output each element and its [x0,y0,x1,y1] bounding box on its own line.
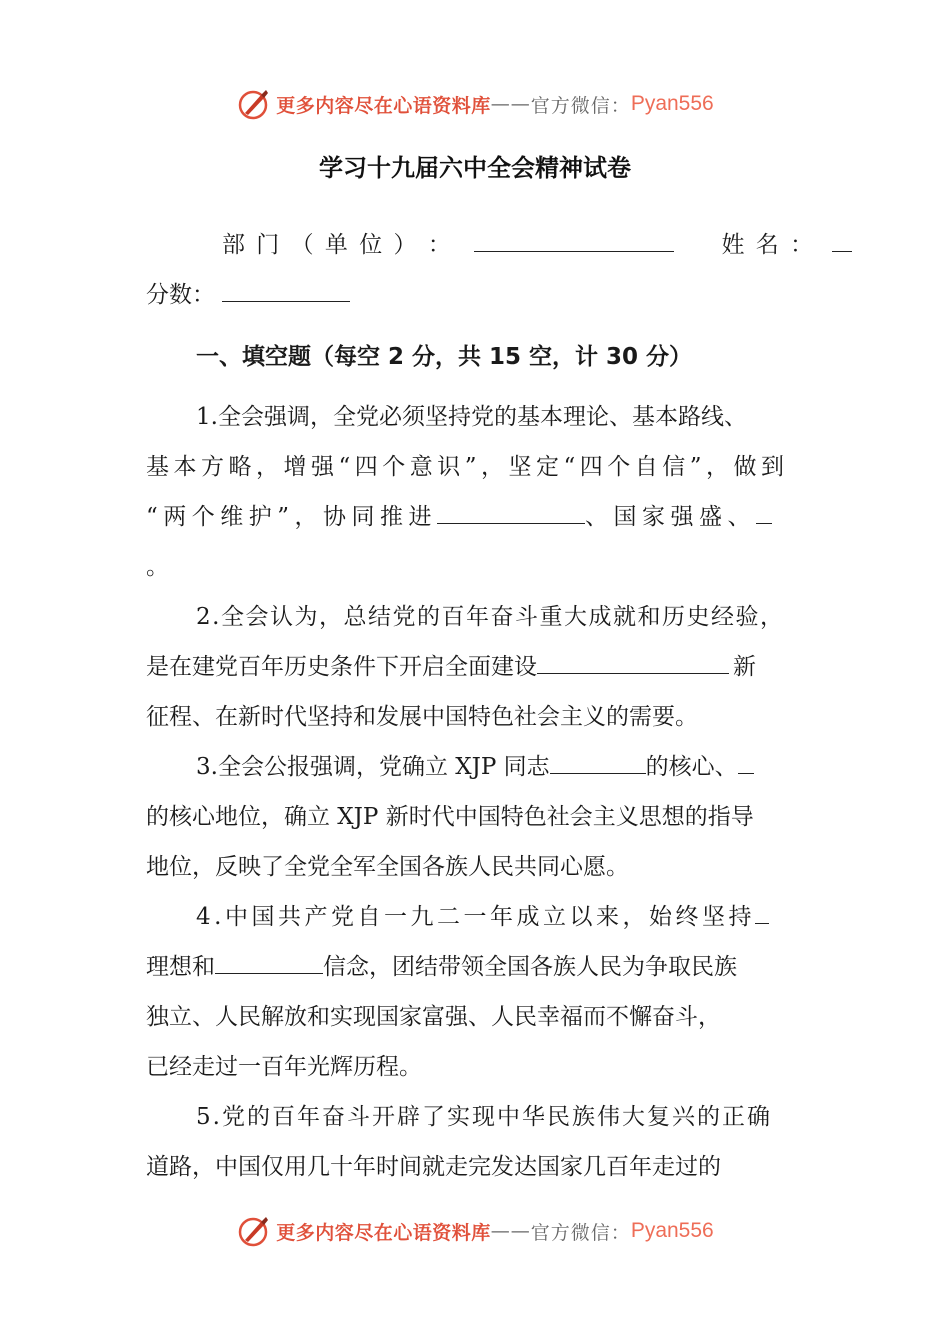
watermark-wechat-id: Pyan556 [630,1219,714,1242]
watermark-footer [0,1211,950,1251]
q3-blank-1[interactable] [550,749,646,774]
watermark-header [0,84,950,124]
q1-line-3 [146,492,816,542]
watermark-label: 官方微信： [530,94,631,117]
q1-line-1 [196,392,820,442]
q4-blank-1[interactable] [755,899,769,924]
score-blank[interactable] [222,277,350,302]
q2-blank-1[interactable] [537,649,729,674]
q5-line-1: 5.党的百年奋斗开辟了实现中华民族伟大复兴的正确 [196,1104,772,1130]
q1-text-3a: “两个维护”，协同推进 [146,504,438,530]
watermark-separator: —— [490,93,531,115]
q3-line-2: 的核心地位，确立 XJP 新时代中国特色社会主义思想的指导 [146,804,754,830]
watermark-separator: —— [490,1220,531,1242]
name-label: 姓 名 ： [721,232,816,258]
q1-text-3b: 、国家强盛、 [585,504,757,530]
q1-line-4: 。 [146,554,169,580]
q1-line-2: 基本方略，增强“四个意识”，坚定“四个自信”，做到 [146,454,789,480]
dept-blank[interactable] [474,227,674,252]
q4-line-3: 独立、人民解放和实现国家富强、人民幸福而不懈奋斗， [146,1004,721,1030]
score-row [146,270,816,320]
q3-line-3: 地位，反映了全党全军全国各族人民共同心愿。 [146,854,629,880]
name-blank[interactable] [832,227,852,252]
q4-line-4: 已经走过一百年光辉历程。 [146,1054,422,1080]
q3-blank-2[interactable] [738,749,754,774]
q4-text-2b: 信念，团结带领全国各族人民为争取民族 [323,954,737,980]
q5-line-2: 道路，中国仅用几十年时间就走完发达国家几百年走过的 [146,1154,721,1180]
q2-text-2a: 是在建党百年历史条件下开启全面建设 [146,654,537,680]
q2-line-3: 征程、在新时代坚持和发展中国特色社会主义的需要。 [146,704,698,730]
q1-blank-1[interactable] [437,499,585,524]
q1-text-1: 1.全会强调，全党必须坚持党的基本理论、基本路线、 [196,404,747,430]
section-heading: 一、填空题（每空 2 分，共 15 空，计 30 分） [196,344,693,370]
q3-text-1b: 的核心、 [645,754,738,780]
q4-line-1 [196,892,820,942]
q4-blank-2[interactable] [215,949,323,974]
q4-text-1: 4.中国共产党自一九二一年成立以来，始终坚持 [196,904,755,930]
q3-line-1 [196,742,820,792]
watermark-wechat-id: Pyan556 [630,92,714,115]
exam-title: 学习十九届六中全会精神试卷 [319,154,631,182]
q3-text-1a: 3.全会公报强调，党确立 XJP 同志 [196,754,550,780]
watermark-site: 更多内容尽在心语资料库 [276,94,491,117]
pen-seal-logo-icon [236,1214,270,1248]
q2-line-2 [146,642,816,692]
q2-line-1: 2.全会认为，总结党的百年奋斗重大成就和历史经验， [196,604,785,630]
watermark-site: 更多内容尽在心语资料库 [276,1221,491,1244]
dept-label: 部 门 （ 单 位 ） ： [222,232,453,258]
score-label: 分数： [146,282,215,308]
q4-text-2a: 理想和 [146,954,215,980]
watermark-label: 官方微信： [530,1221,631,1244]
header-fields-row [222,220,816,270]
q1-blank-2[interactable] [756,499,772,524]
pen-seal-logo-icon [236,87,270,121]
q4-line-2 [146,942,816,992]
q2-text-2b: 新 [733,654,756,680]
